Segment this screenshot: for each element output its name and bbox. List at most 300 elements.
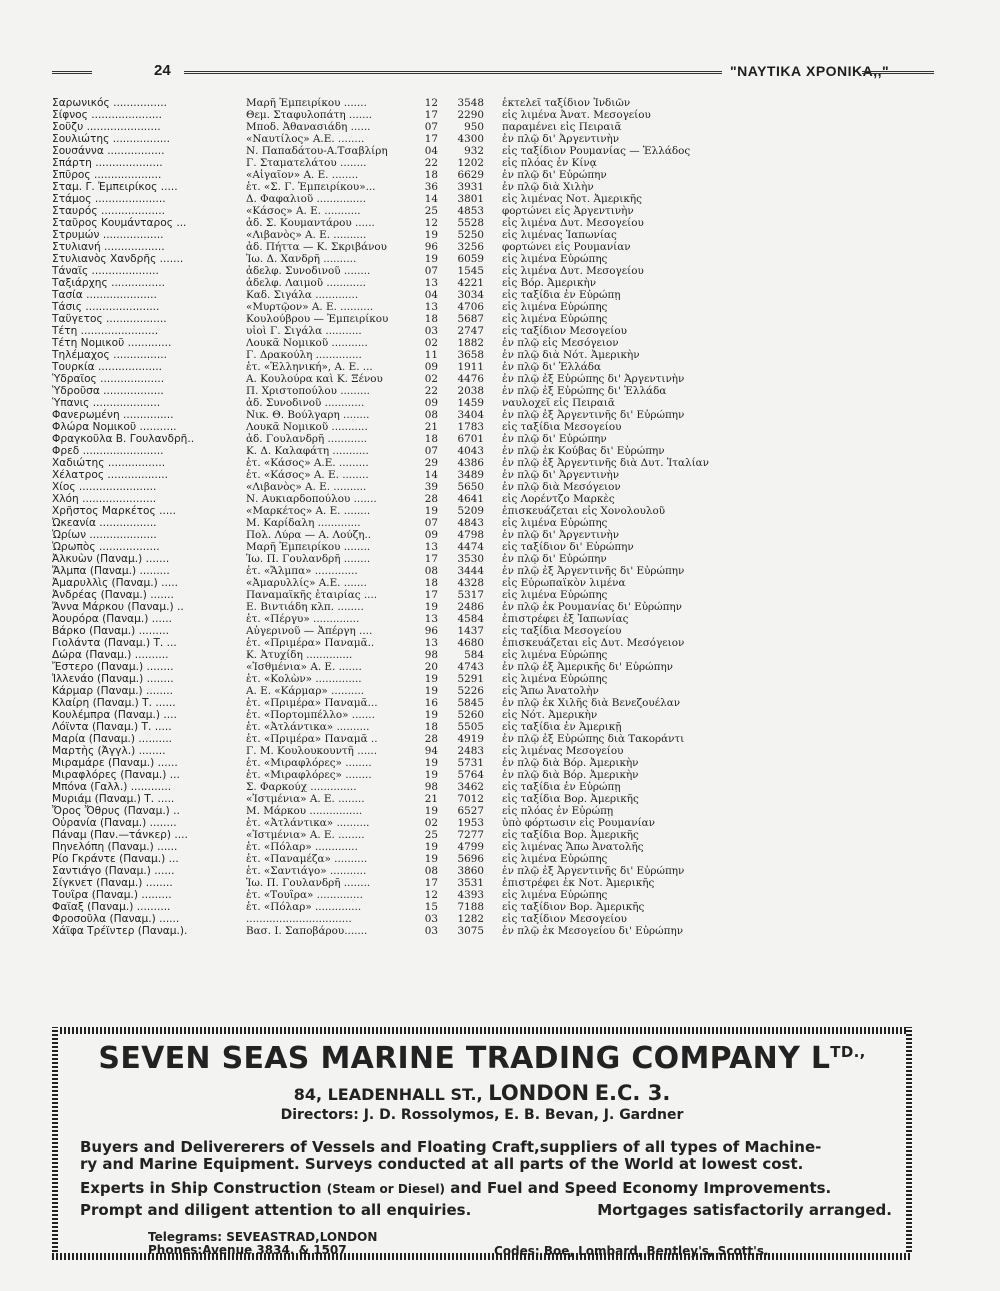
- table-row: [52, 97, 942, 109]
- status: ἐπιστρέφει ἐξ Ἰαπωνίας: [502, 613, 629, 625]
- table-row: [52, 565, 942, 577]
- tonnage: 4043: [457, 445, 484, 457]
- year: 98: [424, 649, 438, 661]
- tonnage: 3658: [457, 349, 484, 361]
- year: 17: [424, 553, 438, 565]
- table-row: [52, 541, 942, 553]
- owner: Αὐγερινοῦ — Ἀπέργη ....: [246, 625, 373, 637]
- ship-name: Σουλιώτης .................: [52, 133, 170, 145]
- tonnage: 2290: [457, 109, 484, 121]
- owner: ἑτ. «Πριμέρα» Παναμᾶ ..: [246, 733, 378, 745]
- ship-name: Φρεδ ........................: [52, 445, 164, 457]
- ship-name: Σπάρτη ....................: [52, 157, 163, 169]
- ship-name: Μπόνα (Γαλλ.) ............: [52, 781, 172, 793]
- year: 03: [424, 325, 438, 337]
- year: 96: [424, 241, 438, 253]
- table-row: [52, 301, 942, 313]
- tonnage: 5260: [457, 709, 484, 721]
- owner: Βασ. Ι. Σαποβάρου.......: [246, 925, 368, 937]
- table-row: [52, 181, 942, 193]
- year: 19: [424, 709, 438, 721]
- company-name-text: SEVEN SEAS MARINE TRADING COMPANY L: [98, 1041, 831, 1076]
- year: 19: [424, 841, 438, 853]
- ship-name: Τέτη Νομικοῦ .............: [52, 337, 172, 349]
- tonnage: 5250: [457, 229, 484, 241]
- year: 29: [424, 457, 438, 469]
- owner: ἀδ. Σ. Κουμαντάρου ......: [246, 217, 375, 229]
- year: 09: [424, 361, 438, 373]
- tonnage: 7277: [457, 829, 484, 841]
- year: 04: [424, 289, 438, 301]
- tonnage: 1282: [457, 913, 484, 925]
- table-row: [52, 721, 942, 733]
- status: εἰς ταξίδιον Μεσογείου: [502, 325, 627, 337]
- tonnage: 3462: [457, 781, 484, 793]
- status: εἰς ταξίδια Μεσογείου: [502, 625, 622, 637]
- ship-name: Ὠκεανία .................: [52, 517, 157, 529]
- year: 18: [424, 721, 438, 733]
- tonnage: 5696: [457, 853, 484, 865]
- table-row: [52, 325, 942, 337]
- owner: Ἰω. Π. Γουλανδρῆ ........: [246, 877, 371, 889]
- status: ἐν πλῷ δι' Ἑλλάδα: [502, 361, 602, 373]
- tonnage: 4798: [457, 529, 484, 541]
- owner: ἑτ. «Πορτομπέλλο» .......: [246, 709, 375, 721]
- tonnage: 1911: [457, 361, 484, 373]
- ship-name: Τάσις ......................: [52, 301, 160, 313]
- owner: Κ. Ἀτυχίδη ..............: [246, 649, 353, 661]
- ship-name: Φλώρα Νομικοῦ ...........: [52, 421, 177, 433]
- owner: Μαρῆ Ἐμπειρίκου .......: [246, 97, 367, 109]
- tonnage: 1545: [457, 265, 484, 277]
- tonnage: 7012: [457, 793, 484, 805]
- owner: Ν. Αυκιαρδοπούλου .......: [246, 493, 377, 505]
- ship-name: Σαντιάγο (Παναμ.) ......: [52, 865, 175, 877]
- owner: ἑτ. «Μιραφλόρες» ........: [246, 757, 372, 769]
- year: 39: [424, 481, 438, 493]
- year: 17: [424, 877, 438, 889]
- directors: Directors: J. D. Rossolymos, E. B. Bevan, J. Gardner: [280, 1107, 684, 1123]
- owner: υἱοὶ Γ. Σιγάλα ...........: [246, 325, 362, 337]
- status: ἐν πλῷ διὰ Βόρ. Ἀμερικὴν: [502, 757, 639, 769]
- tonnage: 4386: [457, 457, 484, 469]
- owner: «Λιβανὸς» Α. Ε. ..........: [246, 481, 367, 493]
- ship-name: Ἔστερο (Παναμ.) ........: [52, 661, 174, 673]
- tonnage: 584: [464, 649, 484, 661]
- status: ἐν πλῷ ἐξ Ἀργεντινῆς δι' Εὐρώπην: [502, 409, 685, 421]
- ship-name: Στυλιανὸς Χανδρῆς .......: [52, 253, 184, 265]
- address-street: 84, LEADENHALL ST.,: [293, 1085, 483, 1104]
- owner: «Μαρκέτος» Α. Ε. ........: [246, 505, 371, 517]
- owner: ἑτ. «Ἄλμπα» .............: [246, 565, 358, 577]
- tonnage: 5528: [457, 217, 484, 229]
- tonnage: 4799: [457, 841, 484, 853]
- status: παραμένει εἰς Πειραιᾶ: [502, 121, 622, 133]
- table-row: [52, 373, 942, 385]
- address-city: LONDON: [488, 1081, 590, 1105]
- status: εἰς λιμένα Δυτ. Μεσογείου: [502, 265, 644, 277]
- table-row: [52, 673, 942, 685]
- tonnage: 4853: [457, 205, 484, 217]
- ship-name: Φανερωμένη ...............: [52, 409, 174, 421]
- services-line-2: ry and Marine Equipment. Surveys conducted at all parts of the World at lowest cost.: [80, 1155, 804, 1173]
- page-number: 24: [154, 62, 171, 79]
- year: 28: [424, 493, 438, 505]
- owner: «Ἰστμένια» Α. Ε. ........: [246, 829, 365, 841]
- status: ἐπισκευάζεται εἰς Χονολουλοῦ: [502, 505, 666, 517]
- status: εἰς ταξίδια Βορ. Ἀμερικῆς: [502, 793, 639, 805]
- year: 13: [424, 277, 438, 289]
- status: εἰς λιμένα Εὐρώπης: [502, 253, 608, 265]
- mortgages-text: Mortgages satisfactorily arranged.: [597, 1201, 892, 1219]
- table-row: [52, 337, 942, 349]
- owner: ἑτ. «Πριμέρα» Παναμᾶ...: [246, 697, 378, 709]
- status: εἰς λιμένα Εὐρώπης: [502, 673, 608, 685]
- experts-note: (Steam or Diesel): [326, 1182, 445, 1196]
- table-row: [52, 889, 942, 901]
- status: ἐπισκευάζεται εἰς Δυτ. Μεσόγειον: [502, 637, 685, 649]
- company-advertisement: [52, 1027, 912, 1262]
- table-row: [52, 253, 942, 265]
- owner: ἑτ. «Κάσος» Α.Ε. .........: [246, 457, 369, 469]
- status: ἐπιστρέφει ἐκ Νοτ. Ἀμερικῆς: [502, 877, 655, 889]
- owner: ἑτ. «Κολὼν» ..............: [246, 673, 362, 685]
- year: 28: [424, 733, 438, 745]
- table-row: [52, 289, 942, 301]
- year: 22: [424, 157, 438, 169]
- owner: Γ. Σταματελάτου ........: [246, 157, 367, 169]
- tonnage: 5764: [457, 769, 484, 781]
- year: 19: [424, 673, 438, 685]
- experts-line: [80, 1179, 900, 1197]
- owner: «Ἰσθμένια» Α. Ε. .......: [246, 661, 362, 673]
- experts-text-2: and Fuel and Speed Economy Improvements.: [450, 1179, 832, 1197]
- owner: Νικ. Θ. Βούλγαρη ........: [246, 409, 370, 421]
- tonnage: 4641: [457, 493, 484, 505]
- table-row: [52, 781, 942, 793]
- journal-title: "ΝΑΥΤΙΚΑ ΧΡΟΝΙΚΑ,,": [730, 63, 890, 79]
- owner: Παναμαϊκῆς ἑταιρίας ....: [246, 589, 378, 601]
- table-row: [52, 697, 942, 709]
- address-postcode: E.C. 3.: [594, 1081, 671, 1105]
- tonnage: 5505: [457, 721, 484, 733]
- tonnage: 3531: [457, 877, 484, 889]
- owner: Μποδ. Ἀθανασιάδη ......: [246, 121, 371, 133]
- status: εἰς λιμένα Δυτ. Μεσογείου: [502, 217, 644, 229]
- year: 19: [424, 853, 438, 865]
- ship-name: Κλαίρη (Παναμ.) Τ. ......: [52, 697, 176, 709]
- status: εἰς λιμένα Εὐρώπης: [502, 649, 608, 661]
- table-row: [52, 817, 942, 829]
- table-row: [52, 925, 942, 937]
- tonnage: 4843: [457, 517, 484, 529]
- table-row: [52, 469, 942, 481]
- status: εἰς ταξίδια Μεσογείου: [502, 421, 622, 433]
- owner: «Ἀμαρυλλίς» Α.Ε. .......: [246, 577, 367, 589]
- ship-name: Φαϊαξ (Παναμ.) ..........: [52, 901, 171, 913]
- table-row: [52, 457, 942, 469]
- tonnage: 2038: [457, 385, 484, 397]
- table-row: [52, 385, 942, 397]
- status: ἐν πλῷ ἐκ Κούβας δι' Εὐρώπην: [502, 445, 665, 457]
- status: εἰς ταξίδιον Μεσογείου: [502, 913, 627, 925]
- ship-name: Ὑδροῦσα ..................: [52, 385, 164, 397]
- ship-name: Μιραμάρε (Παναμ.) ......: [52, 757, 178, 769]
- ship-name: Σοῦζυ ......................: [52, 121, 161, 133]
- year: 08: [424, 409, 438, 421]
- year: 19: [424, 685, 438, 697]
- table-row: [52, 421, 942, 433]
- status: ἐν πλῷ δι' Ἀργεντινὴν: [502, 529, 620, 541]
- owner: ἑτ. «Ἀτλάντικα» ..........: [246, 721, 370, 733]
- year: 07: [424, 121, 438, 133]
- year: 19: [424, 769, 438, 781]
- year: 19: [424, 253, 438, 265]
- services-text: [80, 1139, 900, 1173]
- year: 19: [424, 805, 438, 817]
- ship-name: Ἀμαρυλλὶς (Παναμ.) .....: [52, 577, 178, 589]
- status: ἐν πλῷ εἰς Μεσόγειον: [502, 337, 619, 349]
- tonnage: 1882: [457, 337, 484, 349]
- status: ἐν πλῷ ἐξ Ἀμερικῆς δι' Εὐρώπην: [502, 661, 673, 673]
- table-row: [52, 613, 942, 625]
- company-address: [62, 1081, 902, 1105]
- company-name: [62, 1041, 902, 1076]
- status: ἐν πλῷ ἐξ Ἀργεντινῆς δι' Εὐρώπην: [502, 865, 685, 877]
- tonnage: 2747: [457, 325, 484, 337]
- ship-name: Ἄννα Μάρκου (Παναμ.) ..: [52, 601, 184, 613]
- table-row: [52, 349, 942, 361]
- tonnage: 932: [464, 145, 484, 157]
- ship-name: Πηνελόπη (Παναμ.) ......: [52, 841, 178, 853]
- status: εἰς λιμένας Μεσογείου: [502, 745, 624, 757]
- owner: Μ. Μάρκου ................: [246, 805, 363, 817]
- status: ἐν πλῷ ἐξ Εὐρώπης διὰ Τακοράντι: [502, 733, 685, 745]
- tonnage: 3801: [457, 193, 484, 205]
- status: εἰς πλόας ἐν Κίνᾳ: [502, 157, 597, 169]
- year: 03: [424, 925, 438, 937]
- codes: Codes: Boe, Lombard, Bentley's, Scott's.: [494, 1244, 769, 1258]
- year: 19: [424, 601, 438, 613]
- ship-name: Τουρκία ...................: [52, 361, 162, 373]
- owner: Δ. Φαφαλιοῦ ...............: [246, 193, 367, 205]
- ship-name: Ὑδραῖος ...................: [52, 373, 165, 385]
- status: εἰς λιμένας Ἄπω Ἀνατολῆς: [502, 841, 644, 853]
- status: ὑπὸ φόρτωσιν εἰς Ρουμανίαν: [502, 817, 655, 829]
- year: 13: [424, 541, 438, 553]
- tonnage: 3444: [457, 565, 484, 577]
- table-row: [52, 637, 942, 649]
- status: ἐν πλῷ διὰ Βόρ. Ἀμερικὴν: [502, 769, 639, 781]
- year: 21: [424, 793, 438, 805]
- prompt-line: [80, 1201, 900, 1219]
- header-rule-middle: [184, 71, 722, 74]
- table-row: [52, 649, 942, 661]
- year: 96: [424, 625, 438, 637]
- table-row: [52, 577, 942, 589]
- table-row: [52, 901, 942, 913]
- table-row: [52, 361, 942, 373]
- table-row: [52, 601, 942, 613]
- tonnage: 3489: [457, 469, 484, 481]
- owner: «Κάσος» Α. Ε. ...........: [246, 205, 361, 217]
- contact-info: [148, 1231, 377, 1257]
- header-rule-right: [862, 71, 934, 74]
- ship-name: Τάναϊς ....................: [52, 265, 159, 277]
- tonnage: 3530: [457, 553, 484, 565]
- table-row: [52, 205, 942, 217]
- ship-name: Σπῦρος ....................: [52, 169, 162, 181]
- status: εἰς λιμένα Ἀνατ. Μεσογείου: [502, 109, 651, 121]
- tonnage: 4584: [457, 613, 484, 625]
- table-row: [52, 109, 942, 121]
- ship-name: Ταξιάρχης ................: [52, 277, 165, 289]
- table-row: [52, 313, 942, 325]
- status: ἐν πλῷ ἐξ Ἀργεντινῆς διὰ Δυτ. Ἰταλίαν: [502, 457, 709, 469]
- year: 12: [424, 97, 438, 109]
- owner: Γ. Δρακούλη ..............: [246, 349, 362, 361]
- tonnage: 4680: [457, 637, 484, 649]
- owner: Ε. Βιντιάδη κλπ. ........: [246, 601, 364, 613]
- ship-name: Ταΰγετος ..................: [52, 313, 167, 325]
- year: 09: [424, 529, 438, 541]
- owner: Πολ. Λύρα — Α. Λούζη..: [246, 529, 372, 541]
- status: εἰς λιμένα Εὐρώπης: [502, 517, 608, 529]
- table-row: [52, 505, 942, 517]
- status: εἰς ταξίδιον Βορ. Ἀμερικῆς: [502, 901, 645, 913]
- table-row: [52, 829, 942, 841]
- year: 07: [424, 445, 438, 457]
- ship-name: Μαρτὴς (Ἀγγλ.) ........: [52, 745, 166, 757]
- table-row: [52, 841, 942, 853]
- year: 18: [424, 577, 438, 589]
- status: εἰς Εὐρωπαϊκὸν λιμένα: [502, 577, 626, 589]
- ship-name: Σταυρός ...................: [52, 205, 165, 217]
- owner: ἑτ. «Σ. Γ. Ἐμπειρίκου»...: [246, 181, 376, 193]
- status: ἐν πλῷ ἐκ Ρουμανίας δι' Εὐρώπην: [502, 601, 682, 613]
- ship-register-table: [52, 97, 942, 937]
- owner: ἑτ. «Ἀτλάντικα» ..........: [246, 817, 370, 829]
- ship-name: Ἀνδρέας (Παναμ.) .......: [52, 589, 174, 601]
- owner: «Ἰστμένια» Α. Ε. ........: [246, 793, 365, 805]
- status: ἐν πλῷ διὰ Νότ. Ἀμερικὴν: [502, 349, 640, 361]
- owner: ἑτ. «Παναμέζα» ..........: [246, 853, 368, 865]
- ship-name: Μαρία (Παναμ.) ..........: [52, 733, 173, 745]
- owner: Σ. Φαρκούχ ..............: [246, 781, 357, 793]
- year: 18: [424, 313, 438, 325]
- status: ἐν πλῷ διὰ Χιλὴν: [502, 181, 594, 193]
- status: εἰς Λορέντζο Μαρκὲς: [502, 493, 615, 505]
- ship-name: Μυριάμ (Παναμ.) Τ. .....: [52, 793, 175, 805]
- year: 18: [424, 433, 438, 445]
- tonnage: 4743: [457, 661, 484, 673]
- owner: Καδ. Σιγάλα .............: [246, 289, 359, 301]
- status: εἰς Βόρ. Ἀμερικὴν: [502, 277, 597, 289]
- services-line-1: Buyers and Delivererers of Vessels and Floating Craft,suppliers of all types of Machine-: [80, 1138, 822, 1156]
- ship-name: Τουΐρα (Παναμ.) .........: [52, 889, 172, 901]
- ship-name: Χίος .......................: [52, 481, 157, 493]
- tonnage: 3931: [457, 181, 484, 193]
- table-row: [52, 193, 942, 205]
- status: εἰς λιμένας Ἰαπωνίας: [502, 229, 617, 241]
- owner: Λουκᾶ Νομικοῦ ...........: [246, 421, 368, 433]
- year: 09: [424, 397, 438, 409]
- tonnage: 5845: [457, 697, 484, 709]
- tonnage: 950: [464, 121, 484, 133]
- table-row: [52, 217, 942, 229]
- ship-name: Σταῦρος Κουμάνταρος ...: [52, 217, 187, 229]
- year: 21: [424, 421, 438, 433]
- table-row: [52, 553, 942, 565]
- table-row: [52, 229, 942, 241]
- owner: ἑτ. «Πόλαρ» .............: [246, 841, 358, 853]
- ship-name: Κουλέμπρα (Παναμ.) ....: [52, 709, 177, 721]
- table-row: [52, 865, 942, 877]
- table-row: [52, 661, 942, 673]
- status: ἐν πλῷ ἐξ Ἀργεντινῆς δι' Εὐρώπην: [502, 565, 685, 577]
- ship-name: Λόϊντα (Παναμ.) Τ. .....: [52, 721, 172, 733]
- table-row: [52, 529, 942, 541]
- ship-name: Ὑπανις ....................: [52, 397, 161, 409]
- tonnage: 3034: [457, 289, 484, 301]
- status: εἰς λιμένα Εὐρώπης: [502, 853, 608, 865]
- ship-name: Τασία .....................: [52, 289, 157, 301]
- owner: Λουκᾶ Νομικοῦ ...........: [246, 337, 368, 349]
- table-row: [52, 145, 942, 157]
- ship-name: Ὡρίων ....................: [52, 529, 157, 541]
- tonnage: 5650: [457, 481, 484, 493]
- ad-border-top: [52, 1027, 912, 1034]
- year: 17: [424, 133, 438, 145]
- tonnage: 4474: [457, 541, 484, 553]
- tonnage: 2483: [457, 745, 484, 757]
- ship-name: Χέλατρος ..................: [52, 469, 169, 481]
- status: εἰς ταξίδια ἐν Εὐρώπῃ: [502, 781, 621, 793]
- year: 25: [424, 205, 438, 217]
- table-row: [52, 433, 942, 445]
- owner: Θεμ. Σταφυλοπάτη .......: [246, 109, 373, 121]
- tonnage: 1459: [457, 397, 484, 409]
- year: 04: [424, 145, 438, 157]
- ship-name: Σίφνος .....................: [52, 109, 162, 121]
- tonnage: 4476: [457, 373, 484, 385]
- year: 36: [424, 181, 438, 193]
- owner: Ἰω. Δ. Χανδρῆ ..........: [246, 253, 357, 265]
- table-row: [52, 769, 942, 781]
- tonnage: 5731: [457, 757, 484, 769]
- phones: Phones:Avenue 3834. & 1507: [148, 1243, 347, 1257]
- status: εἰς λιμένα Εὐρώπης: [502, 889, 608, 901]
- year: 25: [424, 829, 438, 841]
- owner: ἑτ. «Σαντιάγο» ...........: [246, 865, 367, 877]
- ship-name: Χρῆστος Μαρκέτος .....: [52, 505, 176, 517]
- owner: ................................: [246, 913, 352, 925]
- year: 16: [424, 697, 438, 709]
- table-row: [52, 169, 942, 181]
- tonnage: 3075: [457, 925, 484, 937]
- table-row: [52, 757, 942, 769]
- telegrams: Telegrams: SEVEASTRAD,LONDON: [148, 1230, 378, 1244]
- tonnage: 1953: [457, 817, 484, 829]
- year: 94: [424, 745, 438, 757]
- tonnage: 5317: [457, 589, 484, 601]
- table-row: [52, 517, 942, 529]
- ship-name: Φροσοῦλα (Παναμ.) ......: [52, 913, 180, 925]
- ship-name: Σταμ. Γ. Ἐμπειρίκος .....: [52, 181, 178, 193]
- ship-name: Χλόη ......................: [52, 493, 157, 505]
- owner: Μαρῆ Ἐμπειρίκου ........: [246, 541, 371, 553]
- owner: Π. Χριστοπούλου .........: [246, 385, 370, 397]
